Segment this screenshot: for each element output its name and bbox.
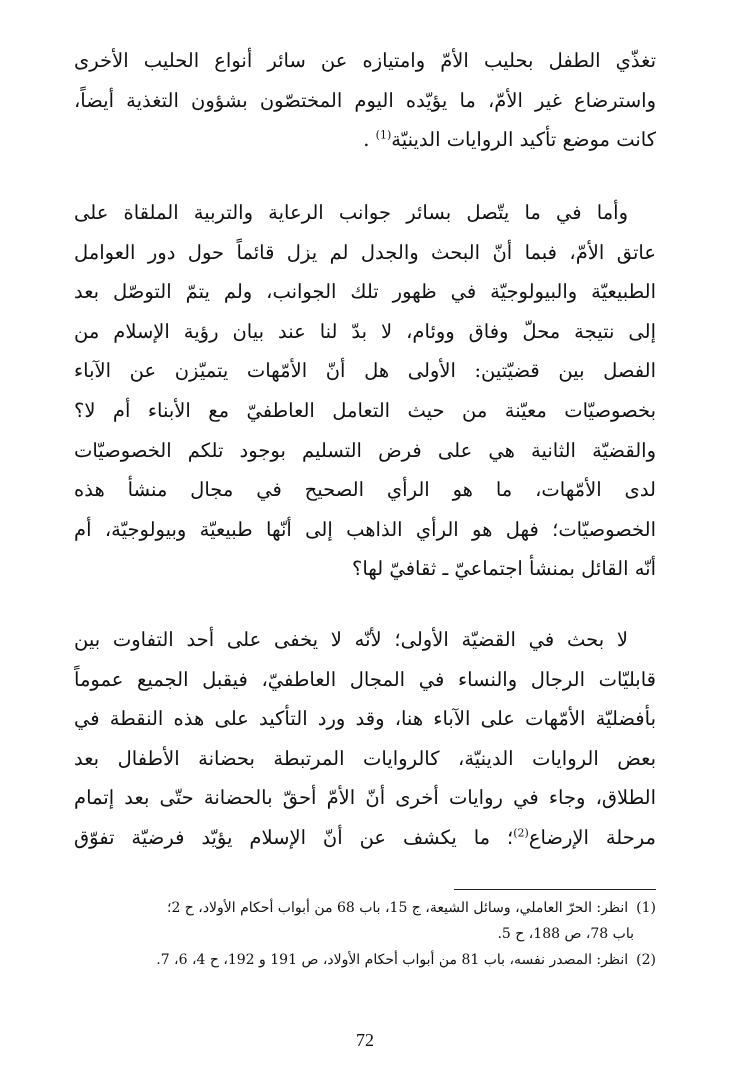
- paragraph-line: الطبيعيّة والبيولوجيّة في ظهور تلك الجوانب، ولم يتمّ التوصّل بعد: [74, 280, 656, 304]
- paragraph-line: بعض الروايات الدينيّة، كالروايات المرتبطة بحضانة الأطفال بعد: [74, 746, 656, 770]
- paragraph-line: عاتق الأمّ، فبما أنّ البحث والجدل لم يزل قائماً حول دور العوامل: [74, 240, 656, 264]
- footnote-1-continuation: باب 78، ص 188، ح 5.: [497, 926, 634, 942]
- paragraph-line: الطلاق، وجاء في روايات أخرى أنّ الأمّ أحقّ بالحضانة حتّى بعد إتمام: [74, 786, 656, 810]
- paragraph-3: [74, 620, 656, 858]
- footnote-marker-2[interactable]: (2): [513, 826, 529, 840]
- paragraph-line: وأما في ما يتّصل بسائر جوانب الرعاية والتربية الملقاة على: [74, 201, 628, 224]
- footnote-number: (1): [636, 900, 656, 916]
- line-tail: .: [363, 128, 376, 152]
- footnote-1: [74, 896, 656, 922]
- footnotes: [74, 896, 656, 974]
- paragraph-line: لا بحث في القضيّة الأولى؛ لأنّه لا يخفى على أحد التفاوت بين: [74, 628, 628, 651]
- line-text: كانت موضع تأكيد الروايات الدينيّة: [391, 128, 656, 152]
- footnote-number: (2): [636, 952, 656, 968]
- paragraph-line: الفصل بين قضيّتين: الأولى هل أنّ الأمّهات يتميّزن عن الآباء: [74, 359, 656, 383]
- line-text: مرحلة الإرضاع: [528, 825, 656, 849]
- paragraph-line: الخصوصيّات؛ فهل هو الرأي الذاهب إلى أنّها طبيعيّة وبيولوجيّة، أم: [74, 517, 656, 541]
- footnote-text: انظر: الحرّ العاملي، وسائل الشيعة، ج 15، باب 68 من أبواب أحكام الأولاد، ح 2؛: [166, 900, 629, 916]
- page-number: 72: [356, 1030, 374, 1050]
- paragraph-line: قابليّات الرجال والنساء في المجال العاطفيّ، فيقبل الجميع عموماً: [74, 667, 656, 691]
- paragraph-line: أنّه القائل بمنشأ اجتماعيّ ـ ثقافيّ لها؟: [352, 557, 656, 581]
- footnote-2: [74, 948, 656, 974]
- footnote-marker-1[interactable]: (1): [375, 128, 392, 142]
- paragraph-line: بخصوصيّات معيّنة من حيث التعامل العاطفيّ مع الأبناء أم لا؟: [74, 398, 656, 422]
- paragraph-1: [74, 41, 656, 160]
- paragraph-2: [74, 193, 656, 589]
- paragraph-line: [74, 818, 656, 858]
- footnote-divider: [454, 889, 656, 890]
- paragraph-line: إلى نتيجة محلّ وفاق ووئام، لا بدّ لنا عند بيان رؤية الإسلام من: [74, 319, 656, 343]
- paragraph-line: لدى الأمّهات، ما هو الرأي الصحيح في مجال منشأ هذه: [74, 478, 656, 502]
- footnote-text: انظر: المصدر نفسه، باب 81 من أبواب أحكام الأولاد، ص 191 و 192، ح 4، 6، 7.: [156, 952, 629, 968]
- paragraph-line: بأفضليّة الأمّهات على الآباء هنا، وقد ورد التأكيد على هذه النقطة في: [74, 707, 656, 731]
- paragraph-line: والقضيّة الثانية هي على فرض التسليم بوجود تلكم الخصوصيّات: [74, 438, 656, 462]
- line-tail: ؛ ما يكشف عن أنّ الإسلام يؤيّد فرضيّة تفوّق: [74, 825, 514, 849]
- paragraph-line: تغذّي الطفل بحليب الأمّ وامتيازه عن سائر أنواع الحليب الأخرى: [74, 49, 656, 72]
- paragraph-line: واسترضاع غير الأمّ، ما يؤيّده اليوم المختصّون بشؤون التغذية أيضاً،: [74, 88, 656, 112]
- paragraph-line: [74, 120, 656, 160]
